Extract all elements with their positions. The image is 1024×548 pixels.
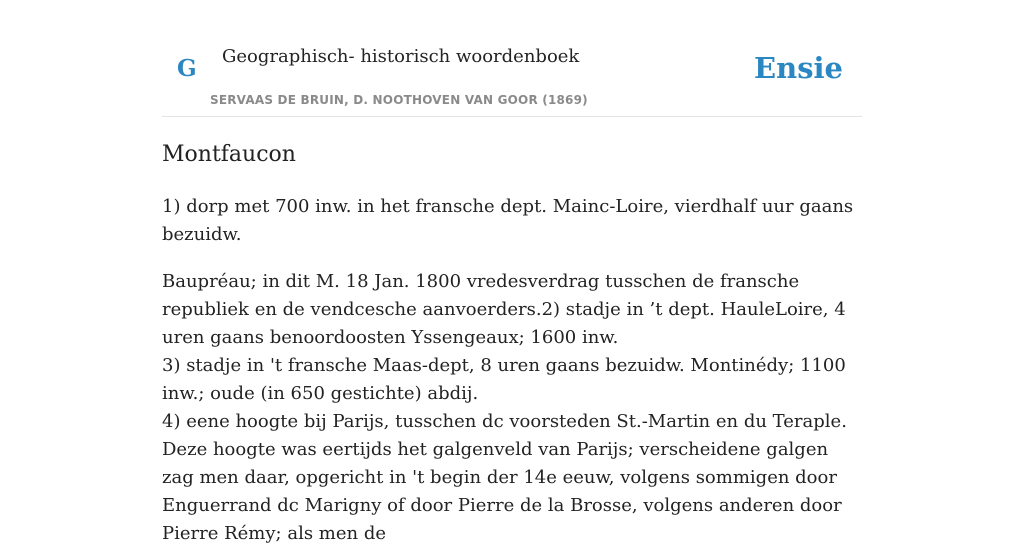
article-paragraph: 1) dorp met 700 inw. in het fransche dept. Mainc-Loire, vierdhalf uur gaans bezuidw. xyxy=(162,196,854,245)
book-title-link[interactable]: Geographisch- historisch woordenboek xyxy=(222,46,580,67)
header xyxy=(162,0,862,117)
article-line: 4) eene hoogte bij Parijs, tusschen dc voorsteden St.-Martin en du Teraple. Deze hoogte was eertijds het galgenveld van Parijs; verscheidene galgen zag men daar, opgericht in 't begin der 14e eeuw, volgens sommigen door Enguerrand dc Marigny of door Pierre de la Brosse, volgens anderen door Pierre Rémy; als men de xyxy=(162,411,847,544)
article-paragraph xyxy=(162,268,862,548)
book-logo-icon[interactable]: G xyxy=(177,55,197,82)
article-line: 3) stadje in 't fransche Maas-dept, 8 uren gaans bezuidw. Montinédy; 1100 inw.; oude (in 650 gestichte) abdij. xyxy=(162,355,846,404)
article-line: Baupréau; in dit M. 18 Jan. 1800 vredesverdrag tusschen de fransche republiek en de vendcesche aanvoerders.2) stadje in ’t dept. HauleLoire, 4 uren gaans benoordoosten Yssengeaux; 1600 inw. xyxy=(162,271,846,348)
ensie-logo-link[interactable]: Ensie xyxy=(754,51,843,85)
book-authors: SERVAAS DE BRUIN, D. NOOTHOVEN VAN GOOR (1869) xyxy=(210,93,588,107)
article-headword: Montfaucon xyxy=(162,142,296,167)
article xyxy=(162,140,862,548)
